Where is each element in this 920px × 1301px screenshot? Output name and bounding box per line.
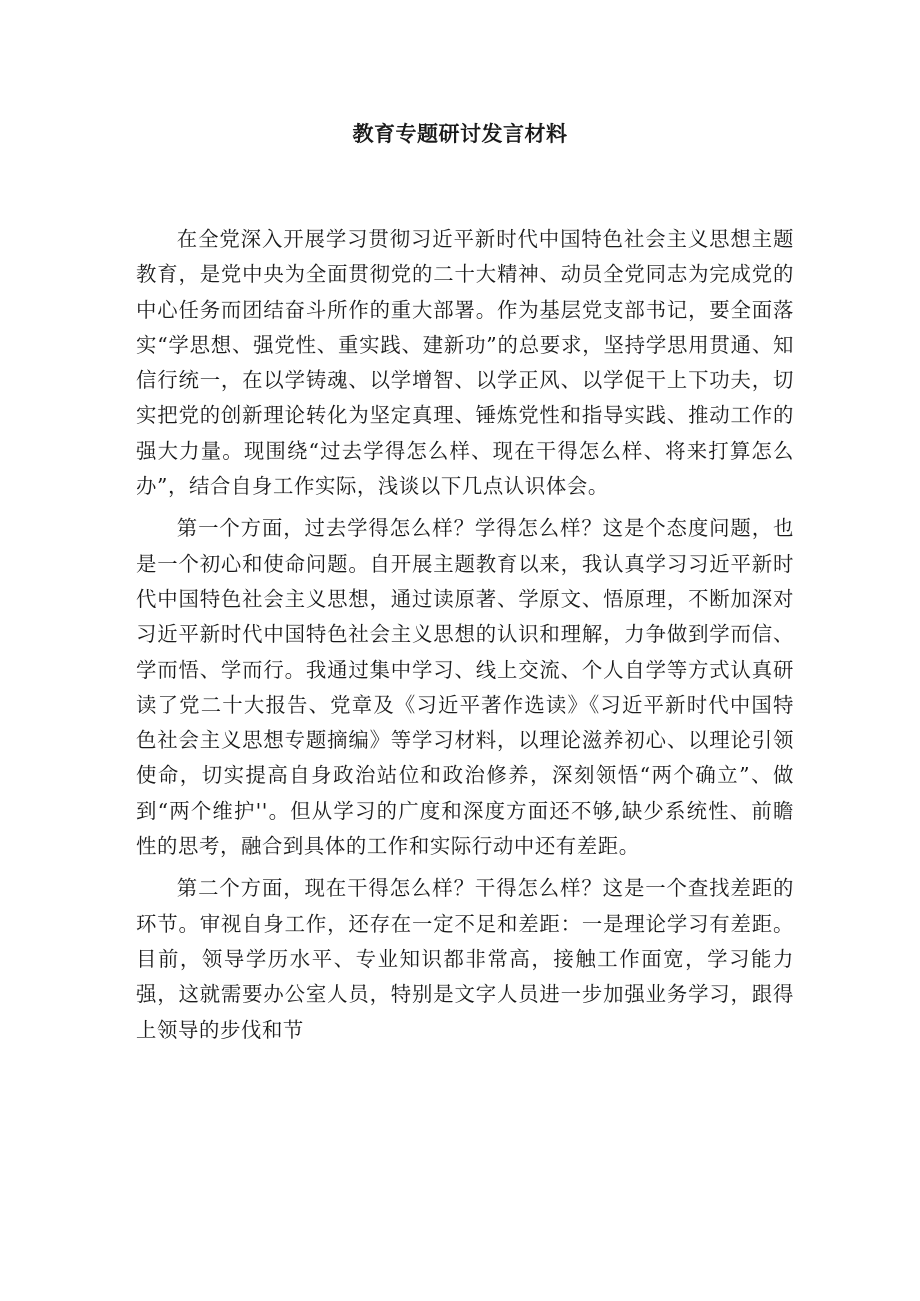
- document-body: [136, 222, 794, 1055]
- paragraph-aspect-one: 第一个方面，过去学得怎么样？学得怎么样？这是个态度问题，也是一个初心和使命问题。自开展主题教育以来，我认真学习习近平新时代中国特色社会主义思想，通过读原著、学原文、悟原理，不断加深对习近平新时代中国特色社会主义思想的认识和理解，力争做到学而信、学而悟、学而行。我通过集中学习、线上交流、个人自学等方式认真研读了党二十大报告、党章及《习近平著作选读》《习近平新时代中国特色社会主义思想专题摘编》等学习材料，以理论滋养初心、以理论引领使命，切实提高自身政治站位和政治修养，深刻领悟“两个确立”、做到“两个维护''。但从学习的广度和深度方面还不够,缺少系统性、前瞻性的思考，融合到具体的工作和实际行动中还有差距。: [136, 516, 794, 859]
- paragraph-intro: 在全党深入开展学习贯彻习近平新时代中国特色社会主义思想主题教育，是党中央为全面贯彻党的二十大精神、动员全党同志为完成党的中心任务而团结奋斗所作的重大部署。作为基层党支部书记，要全面落实“学思想、强党性、重实践、建新功”的总要求，坚持学思用贯通、知信行统一，在以学铸魂、以学增智、以学正风、以学促干上下功夫，切实把党的创新理论转化为坚定真理、锤炼党性和指导实践、推动工作的强大力量。现围绕“过去学得怎么样、现在干得怎么样、将来打算怎么办”，结合自身工作实际，浅谈以下几点认识体会。: [136, 227, 794, 499]
- paragraph-aspect-two: 第二个方面，现在干得怎么样？干得怎么样？这是一个查找差距的环节。审视自身工作，还存在一定不足和差距：一是理论学习有差距。目前，领导学历水平、专业知识都非常高，接触工作面宽，学习能力强，这就需要办公室人员，特别是文字人员进一步加强业务学习，跟得上领导的步伐和节: [136, 876, 794, 1042]
- document-title: 教育专题研讨发言材料: [352, 122, 568, 146]
